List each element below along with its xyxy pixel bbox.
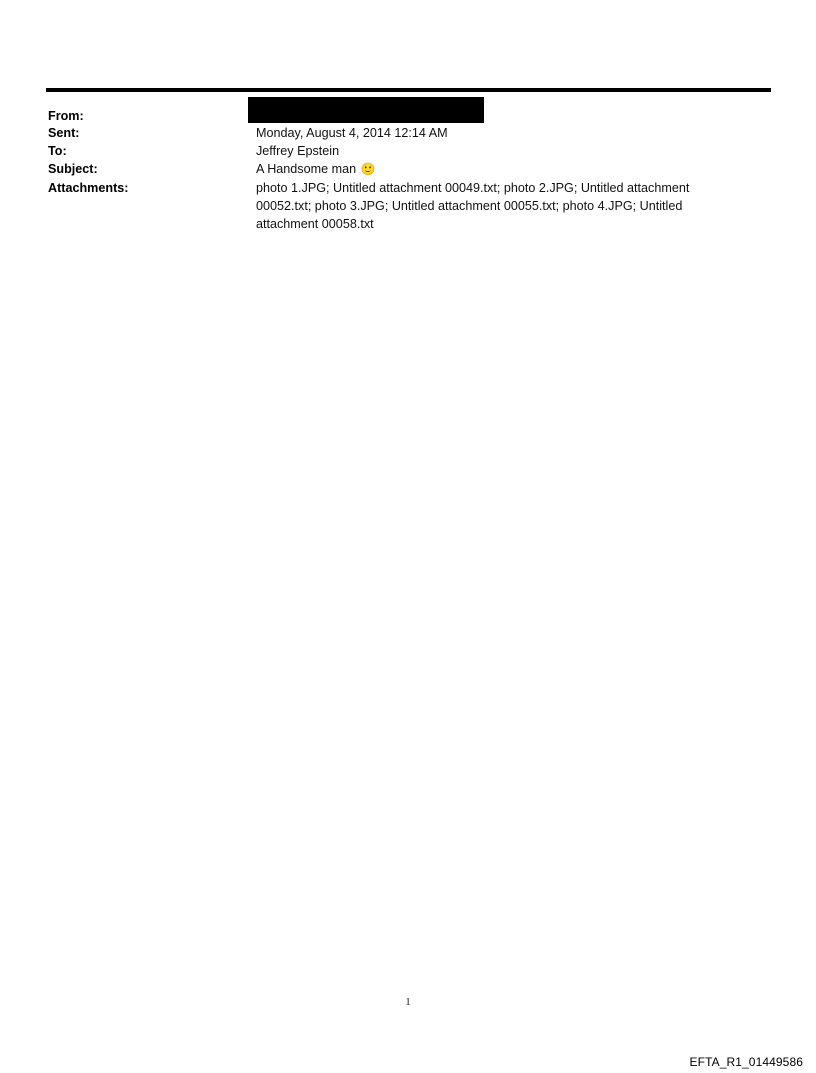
header-rule: [46, 88, 771, 92]
sent-label: Sent:: [48, 126, 80, 140]
page-number: 1: [405, 996, 411, 1008]
subject-value: A Handsome man: [256, 162, 357, 177]
from-label: From:: [48, 109, 84, 123]
attachments-row: [48, 179, 748, 234]
redaction-block: [248, 97, 484, 123]
to-value: Jeffrey Epstein: [256, 144, 340, 159]
bates-number: EFTA_R1_01449586: [689, 1055, 803, 1069]
subject-value-wrap: [256, 160, 748, 178]
sent-row: [48, 124, 748, 142]
sent-value: Monday, August 4, 2014 12:14 AM: [256, 126, 448, 140]
attachments-value: photo 1.JPG; Untitled attachment 00049.txt; photo 2.JPG; Untitled attachment 00052.txt; photo 3.JPG; Untitled attachment 00055.txt; photo 4.JPG; Untitled attachment 00058.txt: [256, 180, 690, 232]
subject-row: [48, 160, 748, 178]
from-row: [48, 97, 748, 124]
from-value: [256, 97, 748, 123]
to-row: [48, 142, 748, 160]
to-label: To:: [48, 144, 67, 159]
email-header: [48, 97, 748, 233]
attachments-label: Attachments:: [48, 180, 129, 195]
smiley-icon: 🙂: [360, 162, 376, 177]
subject-label: Subject:: [48, 162, 98, 177]
